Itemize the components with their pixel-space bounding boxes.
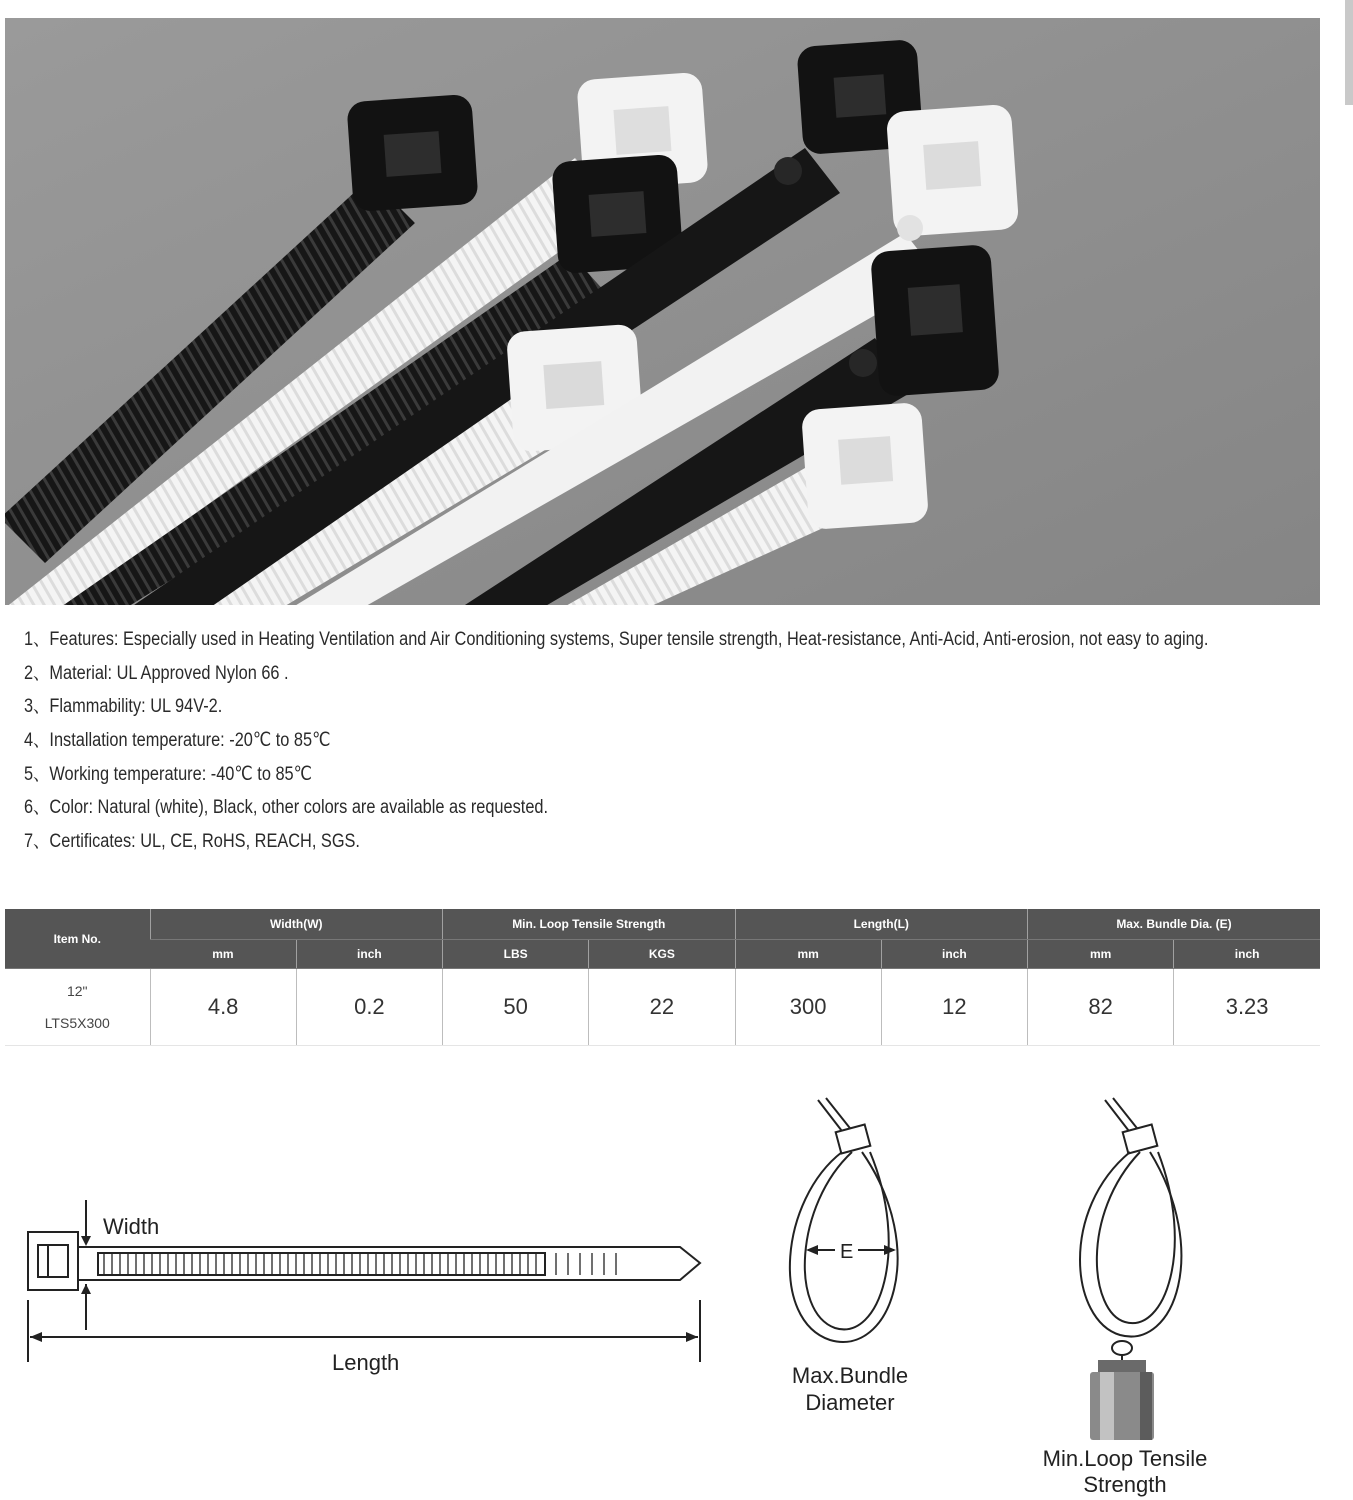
unit-header: inch: [1174, 940, 1320, 969]
length-mm-cell: 300: [735, 969, 881, 1046]
item-model: LTS5X300: [44, 1015, 110, 1031]
unit-header: mm: [1028, 940, 1174, 969]
width-label: Width: [103, 1214, 160, 1239]
item-no-cell: [5, 969, 150, 1046]
tensile-kgs-cell: 22: [589, 969, 735, 1046]
table-group-header-row: [5, 909, 1320, 940]
feature-item-material: 2、Material: UL Approved Nylon 66 .: [24, 662, 289, 684]
length-label: Length: [332, 1350, 400, 1375]
item-no-header: Item No.: [5, 909, 150, 969]
bundle-caption-line-1: Max.Bundle: [791, 1363, 909, 1388]
width-header: Width(W): [150, 909, 443, 940]
e-label: E: [840, 1241, 854, 1263]
feature-item-working-temperature: 5、Working temperature: -40℃ to 85℃: [24, 763, 312, 785]
length-inch-cell: 12: [881, 969, 1027, 1046]
width-mm-cell: 4.8: [150, 969, 296, 1046]
scrollbar-thumb[interactable]: [1345, 0, 1353, 105]
feature-item-installation-temperature: 4、Installation temperature: -20℃ to 85℃: [24, 730, 331, 752]
bundle-diameter-drawing: [790, 1098, 898, 1342]
tensile-lbs-cell: 50: [443, 969, 589, 1046]
item-size: 12": [66, 983, 88, 999]
bundle-inch-cell: 3.23: [1174, 969, 1320, 1046]
tensile-caption-line-2: Strength: [1083, 1472, 1167, 1497]
weight-icon: [1090, 1360, 1154, 1440]
feature-item-flammability: 3、Flammability: UL 94V-2.: [24, 696, 223, 718]
length-header: Length(L): [735, 909, 1028, 940]
dimension-diagrams: [0, 1060, 1353, 1500]
unit-header: mm: [150, 940, 296, 969]
tensile-caption-line-1: Min.Loop Tensile: [1042, 1446, 1208, 1471]
unit-header: LBS: [443, 940, 589, 969]
feature-item-certificates: 7、Certificates: UL, CE, RoHS, REACH, SGS.: [24, 831, 360, 853]
unit-header: inch: [296, 940, 442, 969]
bundle-caption-line-2: Diameter: [805, 1390, 895, 1415]
product-photo: [5, 18, 1320, 605]
spec-table: [5, 909, 1320, 1046]
tensile-strength-drawing: [1080, 1098, 1181, 1362]
feature-item-features: 1、Features: Especially used in Heating Ventilation and Air Conditioning systems, Super tensile strength, Heat-resistance, Anti-Acid, Anti-erosion, not easy to aging.: [24, 629, 1209, 650]
feature-item-color: 6、Color: Natural (white), Black, other colors are available as requested.: [24, 797, 549, 819]
feature-list: [24, 626, 1353, 862]
tensile-strength-header: Min. Loop Tensile Strength: [443, 909, 736, 940]
table-row: [5, 969, 1320, 1046]
unit-header: inch: [881, 940, 1027, 969]
bundle-dia-header: Max. Bundle Dia. (E): [1028, 909, 1321, 940]
unit-header: mm: [735, 940, 881, 969]
table-unit-header-row: [5, 940, 1320, 969]
bundle-mm-cell: 82: [1028, 969, 1174, 1046]
width-inch-cell: 0.2: [296, 969, 442, 1046]
unit-header: KGS: [589, 940, 735, 969]
